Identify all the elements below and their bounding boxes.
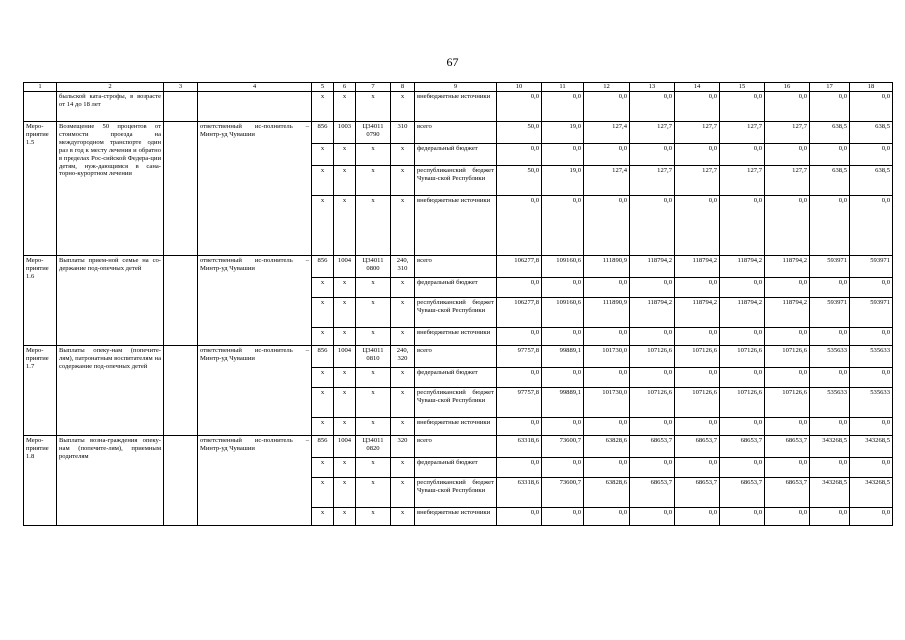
amount-cell: 109160,6 xyxy=(542,256,584,278)
funding-source: всего xyxy=(415,436,497,458)
code-expense-type: x xyxy=(391,144,415,166)
amount-cell: 106277,8 xyxy=(497,256,542,278)
code-section: x xyxy=(334,196,356,256)
amount-cell: 535633 xyxy=(850,346,893,368)
amount-cell: 593971 xyxy=(810,298,850,328)
amount-cell: 0,0 xyxy=(630,196,675,256)
amount-cell: 68653,7 xyxy=(765,478,810,508)
amount-cell: 0,0 xyxy=(850,196,893,256)
column-number: 17 xyxy=(810,83,850,92)
code-section: x xyxy=(334,298,356,328)
amount-cell: 0,0 xyxy=(497,418,542,436)
code-expense-type: x xyxy=(391,388,415,418)
column-number-row xyxy=(24,83,893,92)
amount-cell: 127,4 xyxy=(584,122,630,144)
amount-cell: 0,0 xyxy=(497,92,542,122)
amount-cell: 0,0 xyxy=(630,144,675,166)
amount-cell: 118794,2 xyxy=(630,256,675,278)
amount-cell: 111890,9 xyxy=(584,256,630,278)
amount-cell: 68653,7 xyxy=(720,436,765,458)
event-name: Выплаты возна-граждения опеку-нам (попечите-лям), приемным родителям xyxy=(57,436,164,526)
code-grbs: x xyxy=(312,478,334,508)
amount-cell: 0,0 xyxy=(810,458,850,478)
amount-cell: 50,0 xyxy=(497,122,542,144)
funding-source: федеральный бюджет xyxy=(415,144,497,166)
code-target-article: x xyxy=(356,144,391,166)
amount-cell: 343268,5 xyxy=(850,478,893,508)
code-expense-type: x xyxy=(391,92,415,122)
amount-cell: 0,0 xyxy=(675,328,720,346)
code-section: x xyxy=(334,368,356,388)
amount-cell: 0,0 xyxy=(497,144,542,166)
amount-cell: 0,0 xyxy=(497,196,542,256)
amount-cell: 0,0 xyxy=(630,458,675,478)
responsible-executor: ответственный ис-полнитель – Минтр-уд Чувашии xyxy=(198,436,312,526)
amount-cell: 0,0 xyxy=(850,328,893,346)
code-target-article: Ц34011 0790 xyxy=(356,122,391,144)
amount-cell: 0,0 xyxy=(497,458,542,478)
funding-source: всего xyxy=(415,346,497,368)
amount-cell: 0,0 xyxy=(810,278,850,298)
amount-cell: 127,7 xyxy=(675,122,720,144)
participant-cell xyxy=(164,92,198,122)
responsible-executor: ответственный ис-полнитель – Минтр-уд Чувашии xyxy=(198,256,312,346)
program-funding-table xyxy=(23,82,893,526)
funding-source: внебюджетные источники xyxy=(415,92,497,122)
amount-cell: 0,0 xyxy=(630,92,675,122)
funding-source: внебюджетные источники xyxy=(415,196,497,256)
responsible-executor xyxy=(198,92,312,122)
responsible-executor: ответственный ис-полнитель – Минтр-уд Чувашии xyxy=(198,122,312,256)
participant-cell xyxy=(164,346,198,436)
participant-cell xyxy=(164,256,198,346)
code-expense-type: x xyxy=(391,278,415,298)
amount-cell: 0,0 xyxy=(675,92,720,122)
amount-cell: 0,0 xyxy=(765,328,810,346)
code-expense-type: x xyxy=(391,328,415,346)
amount-cell: 68653,7 xyxy=(675,478,720,508)
amount-cell: 0,0 xyxy=(720,92,765,122)
column-number: 11 xyxy=(542,83,584,92)
amount-cell: 19,0 xyxy=(542,122,584,144)
amount-cell: 118794,2 xyxy=(630,298,675,328)
amount-cell: 0,0 xyxy=(765,144,810,166)
amount-cell: 118794,2 xyxy=(720,256,765,278)
amount-cell: 68653,7 xyxy=(630,436,675,458)
column-number: 13 xyxy=(630,83,675,92)
amount-cell: 0,0 xyxy=(542,278,584,298)
amount-cell: 0,0 xyxy=(720,196,765,256)
event-label: Меро-приятие 1.7 xyxy=(24,346,57,436)
event-label: Меро-приятие 1.6 xyxy=(24,256,57,346)
amount-cell: 50,0 xyxy=(497,166,542,196)
code-target-article: x xyxy=(356,388,391,418)
code-section: x xyxy=(334,418,356,436)
amount-cell: 118794,2 xyxy=(765,298,810,328)
amount-cell: 0,0 xyxy=(810,368,850,388)
code-expense-type: x xyxy=(391,298,415,328)
code-grbs: x xyxy=(312,328,334,346)
amount-cell: 0,0 xyxy=(765,418,810,436)
code-section: x xyxy=(334,328,356,346)
amount-cell: 0,0 xyxy=(720,368,765,388)
amount-cell: 0,0 xyxy=(542,328,584,346)
amount-cell: 0,0 xyxy=(542,418,584,436)
amount-cell: 0,0 xyxy=(584,328,630,346)
funding-source: всего xyxy=(415,122,497,144)
amount-cell: 63318,6 xyxy=(497,478,542,508)
code-target-article: x xyxy=(356,418,391,436)
amount-cell: 0,0 xyxy=(497,508,542,526)
code-grbs: x xyxy=(312,196,334,256)
amount-cell: 0,0 xyxy=(850,144,893,166)
amount-cell: 0,0 xyxy=(765,508,810,526)
amount-cell: 107126,6 xyxy=(765,388,810,418)
funding-row xyxy=(24,256,893,278)
amount-cell: 638,5 xyxy=(850,122,893,144)
code-section: 1003 xyxy=(334,122,356,144)
amount-cell: 0,0 xyxy=(630,508,675,526)
funding-source: республиканский бюджет Чуваш-ской Республики xyxy=(415,478,497,508)
column-number: 1 xyxy=(24,83,57,92)
amount-cell: 0,0 xyxy=(810,196,850,256)
code-target-article: x xyxy=(356,508,391,526)
responsible-executor: ответственный ис-полнитель – Минтр-уд Чувашии xyxy=(198,346,312,436)
amount-cell: 118794,2 xyxy=(675,256,720,278)
amount-cell: 0,0 xyxy=(720,278,765,298)
code-target-article: x xyxy=(356,196,391,256)
amount-cell: 0,0 xyxy=(720,144,765,166)
amount-cell: 638,5 xyxy=(850,166,893,196)
code-expense-type: 320 xyxy=(391,436,415,458)
code-target-article: x xyxy=(356,92,391,122)
code-section: x xyxy=(334,478,356,508)
code-expense-type: 240, 320 xyxy=(391,346,415,368)
participant-cell xyxy=(164,436,198,526)
amount-cell: 99889,1 xyxy=(542,388,584,418)
amount-cell: 343268,5 xyxy=(810,436,850,458)
amount-cell: 118794,2 xyxy=(720,298,765,328)
code-section: x xyxy=(334,388,356,418)
amount-cell: 0,0 xyxy=(497,368,542,388)
amount-cell: 0,0 xyxy=(630,368,675,388)
amount-cell: 0,0 xyxy=(810,328,850,346)
event-name: Выплаты опеку-нам (попечите-лям), патронатным воспитателям на содержание под-опечных детей xyxy=(57,346,164,436)
amount-cell: 535633 xyxy=(850,388,893,418)
column-number: 9 xyxy=(415,83,497,92)
amount-cell: 63318,6 xyxy=(497,436,542,458)
code-expense-type: 310 xyxy=(391,122,415,144)
code-section: 1004 xyxy=(334,346,356,368)
amount-cell: 343268,5 xyxy=(810,478,850,508)
code-section: 1004 xyxy=(334,256,356,278)
amount-cell: 0,0 xyxy=(765,196,810,256)
code-expense-type: x xyxy=(391,458,415,478)
amount-cell: 107126,6 xyxy=(765,346,810,368)
amount-cell: 97757,8 xyxy=(497,346,542,368)
amount-cell: 0,0 xyxy=(720,508,765,526)
code-section: x xyxy=(334,508,356,526)
amount-cell: 111890,9 xyxy=(584,298,630,328)
code-grbs: 856 xyxy=(312,256,334,278)
page-number: 67 xyxy=(446,55,459,69)
funding-source: республиканский бюджет Чуваш-ской Республики xyxy=(415,388,497,418)
column-number: 14 xyxy=(675,83,720,92)
amount-cell: 638,5 xyxy=(810,166,850,196)
amount-cell: 0,0 xyxy=(584,196,630,256)
column-number: 6 xyxy=(334,83,356,92)
code-target-article: x xyxy=(356,278,391,298)
code-grbs: x xyxy=(312,418,334,436)
amount-cell: 0,0 xyxy=(497,328,542,346)
column-number: 8 xyxy=(391,83,415,92)
amount-cell: 0,0 xyxy=(584,92,630,122)
column-number: 18 xyxy=(850,83,893,92)
amount-cell: 127,7 xyxy=(765,166,810,196)
code-grbs: x xyxy=(312,278,334,298)
amount-cell: 127,4 xyxy=(584,166,630,196)
amount-cell: 109160,6 xyxy=(542,298,584,328)
funding-row xyxy=(24,122,893,144)
amount-cell: 0,0 xyxy=(675,144,720,166)
code-expense-type: x xyxy=(391,196,415,256)
amount-cell: 0,0 xyxy=(584,508,630,526)
code-grbs: x xyxy=(312,388,334,418)
amount-cell: 0,0 xyxy=(675,196,720,256)
funding-source: внебюджетные источники xyxy=(415,328,497,346)
amount-cell: 107126,6 xyxy=(720,346,765,368)
amount-cell: 118794,2 xyxy=(675,298,720,328)
code-expense-type: x xyxy=(391,478,415,508)
amount-cell: 68653,7 xyxy=(630,478,675,508)
amount-cell: 0,0 xyxy=(850,92,893,122)
amount-cell: 127,7 xyxy=(765,122,810,144)
amount-cell: 68653,7 xyxy=(765,436,810,458)
amount-cell: 0,0 xyxy=(675,278,720,298)
column-number: 5 xyxy=(312,83,334,92)
code-section: x xyxy=(334,458,356,478)
amount-cell: 535633 xyxy=(810,346,850,368)
column-number: 3 xyxy=(164,83,198,92)
amount-cell: 0,0 xyxy=(497,278,542,298)
amount-cell: 0,0 xyxy=(542,368,584,388)
amount-cell: 0,0 xyxy=(630,418,675,436)
code-target-article: Ц34011 0820 xyxy=(356,436,391,458)
amount-cell: 0,0 xyxy=(542,92,584,122)
event-label xyxy=(24,92,57,122)
code-grbs: x xyxy=(312,92,334,122)
amount-cell: 0,0 xyxy=(720,458,765,478)
amount-cell: 638,5 xyxy=(810,122,850,144)
amount-cell: 0,0 xyxy=(810,418,850,436)
amount-cell: 0,0 xyxy=(850,418,893,436)
code-target-article: Ц34011 0810 xyxy=(356,346,391,368)
amount-cell: 118794,2 xyxy=(765,256,810,278)
amount-cell: 127,7 xyxy=(675,166,720,196)
amount-cell: 73600,7 xyxy=(542,478,584,508)
amount-cell: 0,0 xyxy=(850,508,893,526)
amount-cell: 68653,7 xyxy=(675,436,720,458)
amount-cell: 127,7 xyxy=(720,122,765,144)
amount-cell: 73600,7 xyxy=(542,436,584,458)
amount-cell: 127,7 xyxy=(720,166,765,196)
funding-source: внебюджетные источники xyxy=(415,418,497,436)
code-grbs: 856 xyxy=(312,436,334,458)
amount-cell: 0,0 xyxy=(584,368,630,388)
event-name: Возмещение 50 процентов от стоимости проезда на междугородном транспорте один раз в год к месту лечения и обратно в пределах Рос-сийской Федера-ции детям, нуж-дающимся в сана-торно-курортном лечении xyxy=(57,122,164,256)
code-grbs: x xyxy=(312,144,334,166)
amount-cell: 0,0 xyxy=(720,418,765,436)
code-section: 1004 xyxy=(334,436,356,458)
amount-cell: 107126,6 xyxy=(630,388,675,418)
code-grbs: 856 xyxy=(312,346,334,368)
code-target-article: x xyxy=(356,166,391,196)
amount-cell: 593971 xyxy=(850,298,893,328)
funding-source: всего xyxy=(415,256,497,278)
amount-cell: 0,0 xyxy=(765,278,810,298)
funding-row xyxy=(24,436,893,458)
code-section: x xyxy=(334,166,356,196)
amount-cell: 106277,8 xyxy=(497,298,542,328)
amount-cell: 107126,6 xyxy=(675,346,720,368)
amount-cell: 107126,6 xyxy=(675,388,720,418)
code-target-article: x xyxy=(356,298,391,328)
funding-source: федеральный бюджет xyxy=(415,458,497,478)
continuation-row xyxy=(24,92,893,122)
amount-cell: 0,0 xyxy=(765,368,810,388)
funding-source: федеральный бюджет xyxy=(415,368,497,388)
code-target-article: Ц34011 0800 xyxy=(356,256,391,278)
code-expense-type: 240, 310 xyxy=(391,256,415,278)
column-number: 12 xyxy=(584,83,630,92)
amount-cell: 343268,5 xyxy=(850,436,893,458)
amount-cell: 0,0 xyxy=(542,458,584,478)
amount-cell: 101730,0 xyxy=(584,388,630,418)
funding-source: республиканский бюджет Чуваш-ской Республики xyxy=(415,298,497,328)
amount-cell: 0,0 xyxy=(584,278,630,298)
amount-cell: 0,0 xyxy=(675,368,720,388)
amount-cell: 0,0 xyxy=(630,328,675,346)
amount-cell: 0,0 xyxy=(542,144,584,166)
amount-cell: 0,0 xyxy=(675,458,720,478)
amount-cell: 107126,6 xyxy=(720,388,765,418)
amount-cell: 0,0 xyxy=(765,458,810,478)
code-expense-type: x xyxy=(391,418,415,436)
amount-cell: 535633 xyxy=(810,388,850,418)
amount-cell: 0,0 xyxy=(675,418,720,436)
amount-cell: 0,0 xyxy=(542,196,584,256)
amount-cell: 63828,6 xyxy=(584,436,630,458)
code-target-article: x xyxy=(356,368,391,388)
code-expense-type: x xyxy=(391,368,415,388)
column-number: 7 xyxy=(356,83,391,92)
code-grbs: x xyxy=(312,298,334,328)
amount-cell: 0,0 xyxy=(584,144,630,166)
event-label: Меро-приятие 1.5 xyxy=(24,122,57,256)
amount-cell: 0,0 xyxy=(850,458,893,478)
amount-cell: 127,7 xyxy=(630,122,675,144)
amount-cell: 0,0 xyxy=(584,458,630,478)
code-target-article: x xyxy=(356,458,391,478)
column-number: 4 xyxy=(198,83,312,92)
code-grbs: x xyxy=(312,368,334,388)
amount-cell: 0,0 xyxy=(810,144,850,166)
event-name: Выплаты прием-ной семье на со-держание под-опечных детей xyxy=(57,256,164,346)
amount-cell: 97757,8 xyxy=(497,388,542,418)
amount-cell: 101730,0 xyxy=(584,346,630,368)
code-grbs: x xyxy=(312,508,334,526)
amount-cell: 63828,6 xyxy=(584,478,630,508)
amount-cell: 19,0 xyxy=(542,166,584,196)
amount-cell: 0,0 xyxy=(675,508,720,526)
funding-source: федеральный бюджет xyxy=(415,278,497,298)
amount-cell: 0,0 xyxy=(584,418,630,436)
code-grbs: x xyxy=(312,166,334,196)
amount-cell: 593971 xyxy=(810,256,850,278)
code-expense-type: x xyxy=(391,166,415,196)
amount-cell: 0,0 xyxy=(630,278,675,298)
code-section: x xyxy=(334,278,356,298)
event-label: Меро-приятие 1.8 xyxy=(24,436,57,526)
column-number: 2 xyxy=(57,83,164,92)
amount-cell: 0,0 xyxy=(542,508,584,526)
amount-cell: 68653,7 xyxy=(720,478,765,508)
amount-cell: 0,0 xyxy=(810,92,850,122)
participant-cell xyxy=(164,122,198,256)
funding-row xyxy=(24,346,893,368)
code-target-article: x xyxy=(356,478,391,508)
amount-cell: 127,7 xyxy=(630,166,675,196)
code-section: x xyxy=(334,144,356,166)
column-number: 15 xyxy=(720,83,765,92)
code-expense-type: x xyxy=(391,508,415,526)
column-number: 16 xyxy=(765,83,810,92)
amount-cell: 0,0 xyxy=(850,368,893,388)
code-target-article: x xyxy=(356,328,391,346)
funding-source: внебюджетные источники xyxy=(415,508,497,526)
code-section: x xyxy=(334,92,356,122)
amount-cell: 107126,6 xyxy=(630,346,675,368)
amount-cell: 0,0 xyxy=(765,92,810,122)
amount-cell: 99889,1 xyxy=(542,346,584,368)
funding-source: республиканский бюджет Чуваш-ской Республики xyxy=(415,166,497,196)
column-number: 10 xyxy=(497,83,542,92)
amount-cell: 0,0 xyxy=(810,508,850,526)
amount-cell: 593971 xyxy=(850,256,893,278)
amount-cell: 0,0 xyxy=(850,278,893,298)
amount-cell: 0,0 xyxy=(720,328,765,346)
event-name: быльской ката-строфы, в возрасте от 14 до 18 лет xyxy=(57,92,164,122)
code-grbs: x xyxy=(312,458,334,478)
code-grbs: 856 xyxy=(312,122,334,144)
